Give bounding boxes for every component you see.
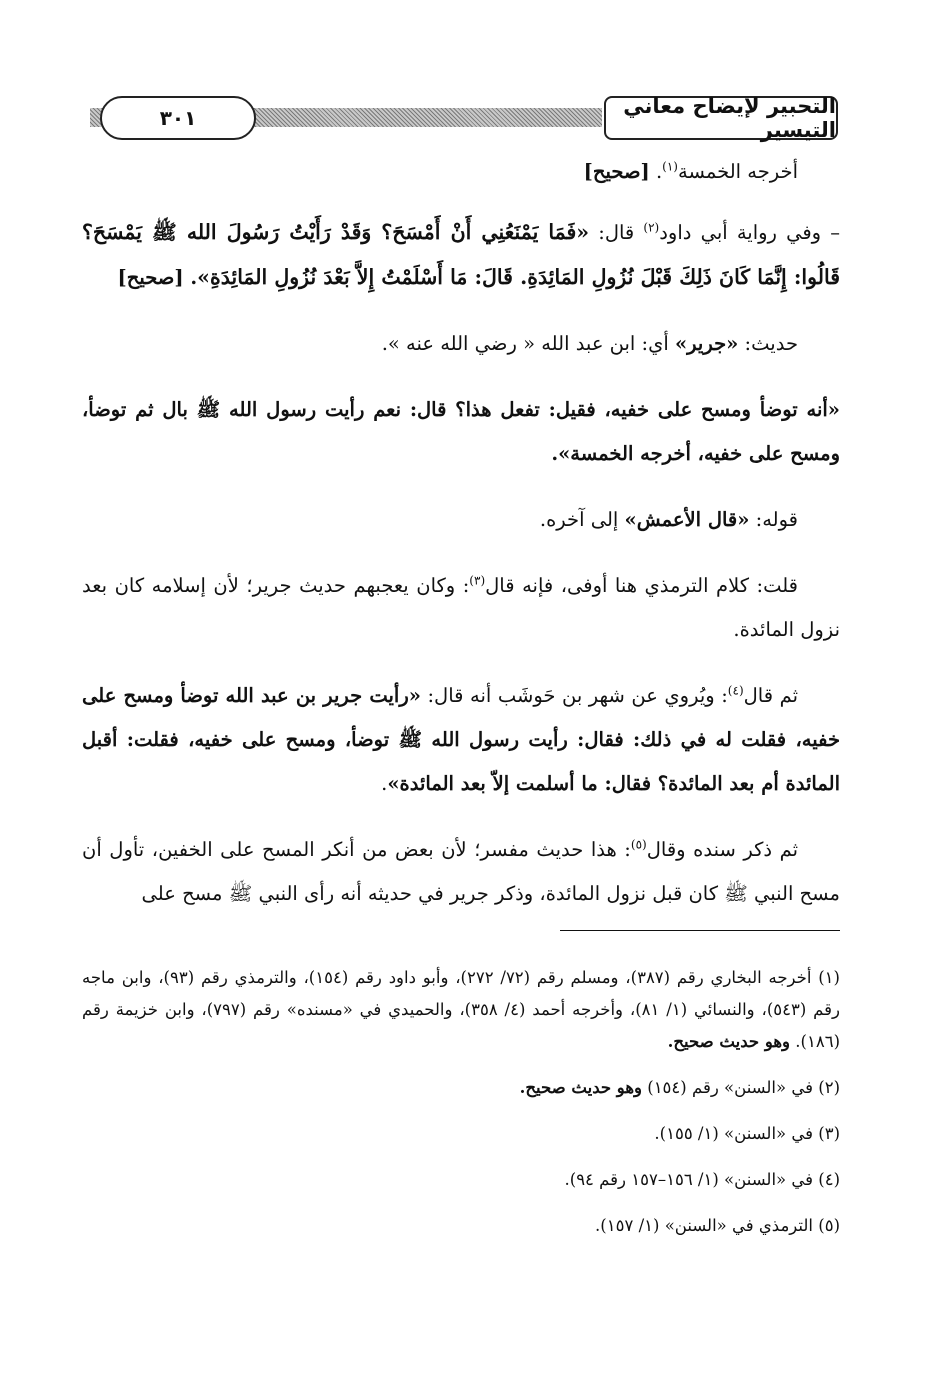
- p7-tail: .: [381, 772, 388, 795]
- p5-term: «قال الأعمش»: [624, 508, 750, 531]
- footnote-2: [82, 1072, 840, 1104]
- fn3-text: (٣) في «السنن» (١/ ١٥٥).: [654, 1124, 840, 1143]
- book-title: التحبير لإيضاح معاني التيسير: [604, 96, 838, 140]
- p1-grade: [صحيح]: [583, 160, 650, 183]
- p6-lead: قلت: كلام الترمذي هنا أوفى، فإنه قال: [485, 574, 798, 597]
- p7-quote: «رأيت جرير بن عبد الله توضأ ومسح على خفيه، فقلت له في ذلك: فقال: رأيت رسول الله ﷺ توضأ، ومسح على خفيه، فقلت: أقبل المائدة أم بعد المائدة؟ فقال: ما أسلمت إلاّ بعد المائدة»: [82, 684, 840, 795]
- fn2-grade: وهو حديث صحيح.: [519, 1078, 642, 1097]
- footnote-ref-2[interactable]: (٢): [643, 220, 660, 235]
- fn1-grade: وهو حديث صحيح.: [667, 1032, 791, 1051]
- paragraph-4: [82, 388, 840, 476]
- footnote-ref-4[interactable]: (٤): [727, 683, 744, 698]
- paragraph-7: [82, 674, 840, 806]
- p2-hadith-quote: «فَمَا يَمْنَعُنِي أَنْ أَمْسَحَ؟ وَقَدْ رَأَيْتُ رَسُولَ الله ﷺ يَمْسَحَ؟ قَالُوا: إِنَّمَا كَانَ ذَلِكَ قَبْلَ نُزُولِ المَائِدَةِ. قَالَ: مَا أَسْلَمْتُ إِلاَّ بَعْدَ نُزُولِ المَائِدَةِ»: [82, 220, 840, 289]
- footnote-separator: [560, 930, 840, 931]
- paragraph-1: [82, 150, 840, 194]
- p6-tail: : وكان يعجبهم حديث جرير؛ لأن إسلامه كان بعد نزول المائدة.: [82, 574, 840, 641]
- fn1-text: (١) أخرجه البخاري رقم (٣٨٧)، ومسلم رقم (٧٢/ ٢٧٢)، وأبو داود رقم (١٥٤)، والترمذي رقم (٩٣)، وابن ماجه رقم (٥٤٣)، والنسائي (١/ ٨١)، وأخرجه أحمد (٤/ ٣٥٨)، والحميدي في «مسنده» رقم (٧٩٧)، وابن خزيمة رقم (١٨٦).: [82, 968, 840, 1051]
- paragraph-6: [82, 564, 840, 652]
- p7-lead: ثم قال: [743, 684, 798, 707]
- fn4-text: (٤) في «السنن» (١/ ١٥٦–١٥٧ رقم ٩٤).: [564, 1170, 840, 1189]
- paragraph-2: [82, 210, 840, 300]
- footnote-ref-5[interactable]: (٥): [630, 837, 647, 852]
- p3-tail: أي: ابن عبد الله « رضي الله عنه ».: [381, 332, 675, 355]
- p2-said: قال:: [589, 221, 644, 244]
- main-text: [82, 150, 840, 938]
- p8-lead: ثم ذكر سنده وقال: [646, 838, 799, 861]
- p2-grade: . [صحيح]: [117, 266, 198, 289]
- paragraph-8: [82, 828, 840, 916]
- paragraph-3: [82, 322, 840, 366]
- p4-text: «أنه توضأ ومسح على خفيه، فقيل: تفعل هذا؟ قال: نعم رأيت رسول الله ﷺ بال ثم توضأ، ومسح على خفيه، أخرجه الخمسة».: [82, 398, 840, 465]
- footnotes: [82, 962, 840, 1256]
- footnote-4: [82, 1164, 840, 1196]
- p2-lead: – وفي رواية أبي داود: [659, 221, 840, 244]
- footnote-1: [82, 962, 840, 1058]
- p5-lead: قوله:: [749, 508, 798, 531]
- fn2-text: (٢) في «السنن» رقم (١٥٤): [642, 1078, 840, 1097]
- paragraph-5: [82, 498, 840, 542]
- p1-tail: .: [649, 160, 663, 183]
- footnote-ref-3[interactable]: (٣): [469, 573, 486, 588]
- p3-lead: حديث:: [738, 332, 798, 355]
- running-header: [78, 92, 838, 144]
- p5-tail: إلى آخره.: [539, 508, 625, 531]
- fn5-text: (٥) الترمذي في «السنن» (١/ ١٥٧).: [595, 1216, 840, 1235]
- p3-term: «جرير»: [674, 332, 739, 355]
- p8-tail: : هذا حديث مفسر؛ لأن بعض من أنكر المسح على الخفين، تأول أن مسح النبي ﷺ كان قبل نزول المائدة، وذكر جرير في حديثه أنه رأى النبي ﷺ مسح على: [82, 838, 840, 905]
- footnote-ref-1[interactable]: (١): [662, 159, 678, 174]
- p7-mid: : ويُروي عن شهر بن حَوشَب أنه قال:: [420, 684, 728, 707]
- p1-text: أخرجه الخمسة: [677, 160, 798, 183]
- footnote-3: [82, 1118, 840, 1150]
- page-number: ٣٠١: [100, 96, 256, 140]
- footnote-5: [82, 1210, 840, 1242]
